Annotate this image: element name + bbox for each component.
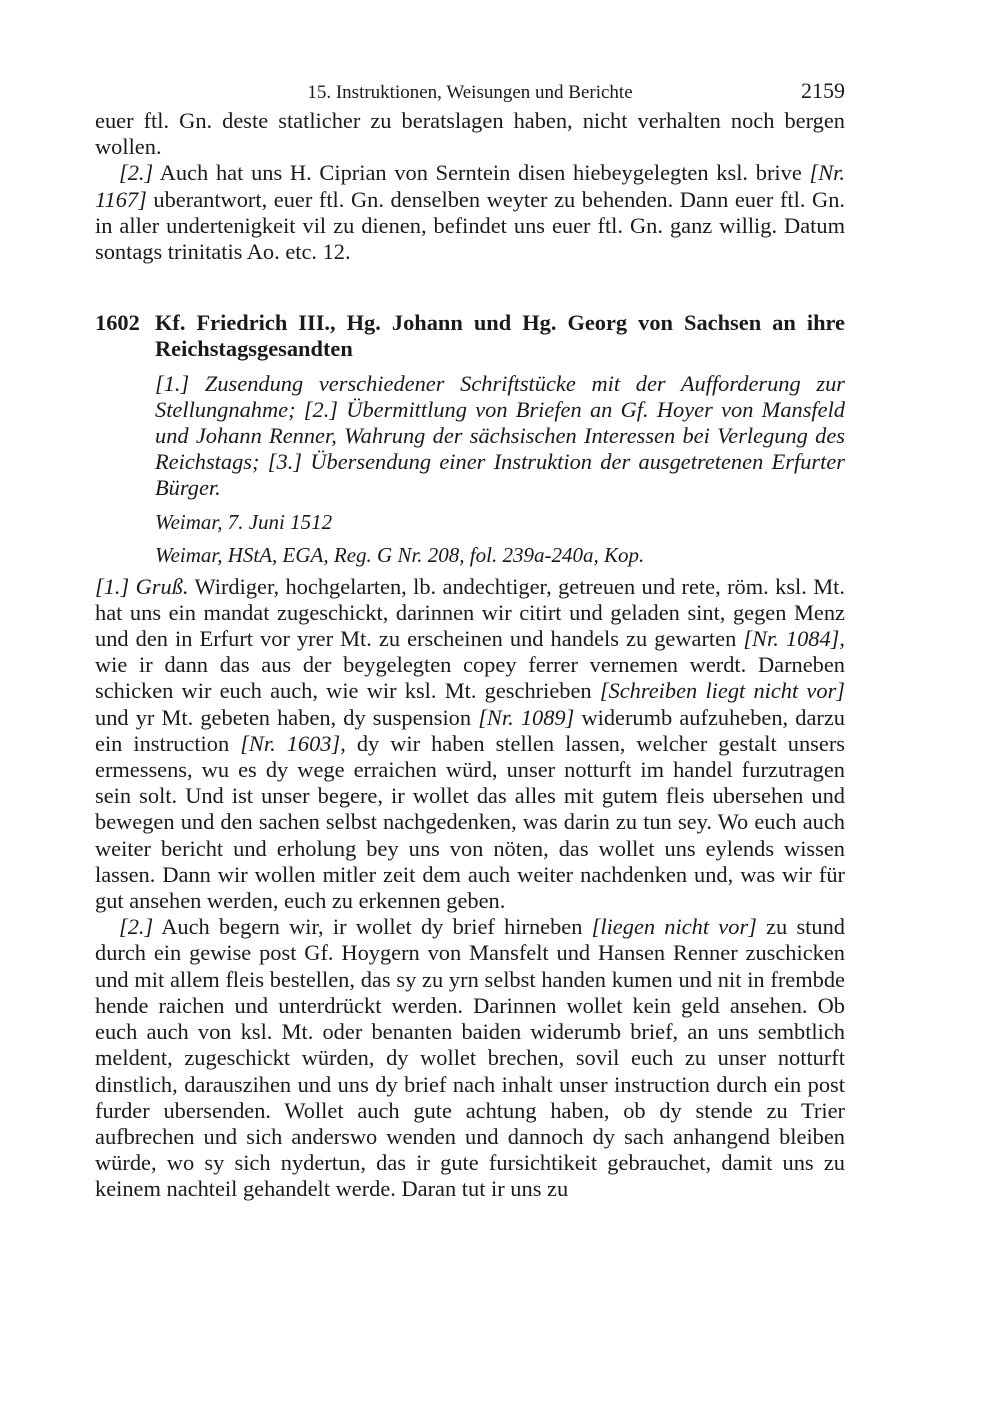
continuation-paragraph-2 [95, 160, 845, 265]
entry-heading [95, 310, 845, 362]
reference: [Nr. 1084] [743, 626, 840, 652]
reference: [Nr. 1167] [95, 160, 845, 212]
paragraph-text: uberantwort, euer ftl. Gn. denselben weyter zu behenden. Dann euer ftl. Gn. in aller undertenigkeit vil zu dienen, befindet uns euer ftl. Gn. ganz willig. Datum sontags trinitatis Ao. etc. 12. [95, 186, 845, 265]
paragraph-text: , wie ir dann das aus der beygelegten copey ferrer vernemen werdt. Darneben schicken wir euch auch, wie wir ksl. Mt. geschrieben [95, 626, 845, 704]
running-title: 15. Instruktionen, Weisungen und Berichte [307, 82, 633, 103]
paragraph-text: zu stund durch ein gewise post Gf. Hoygern von Mansfelt und Hansen Renner zuschicken und mit allem fleis bestellen, das sy zu yrn selbst handen kumen und nit in frembde hende raichen und unterdrückt werden. Darinnen wollet kein geld ansehen. Ob euch auch von ksl. Mt. oder benanten baiden widerumb brief, an uns sembtlich meldent, zugeschickt würden, dy wollet brechen, sovil euch zu unser notturft dinstlich, darauszihen und uns dy brief nach inhalt unser instruction durch ein post furder ubersenden. Wollet auch gute achtung haben, ob dy stende zu Trier aufbrechen und sich anderswo wenden und dannoch dy sach anhangend bleiben würde, wo sy sich nydertun, das ir gute fursichtikeit gebrauchet, damit uns zu keinem nachteil gehandelt werde. Daran tut ir uns zu [95, 914, 845, 1202]
paragraph-text: und yr Mt. gebeten haben, dy suspension [95, 704, 479, 730]
document-page [95, 78, 845, 1203]
section-marker: [2.] [119, 160, 154, 186]
entry-number: 1602 [95, 310, 140, 336]
reference: [Nr. 1603] [240, 730, 341, 756]
reference: [liegen nicht vor] [591, 914, 757, 940]
running-head [95, 78, 845, 108]
section-marker: [2.] [119, 914, 154, 940]
body-paragraph-2 [95, 914, 845, 1202]
paragraph-text: , dy wir haben stellen lassen, welcher gestalt unsers ermessens, wu es dy wege erraichen würd, unser notturft im handel furzutragen sein solt. Und ist unser begere, ir wollet das alles mit gutem fleis ubersehen und bewegen und den sachen selbst nachgedenken, was darin zu tun sey. Wo euch auch weiter bericht und erholung bey uns von nöten, das wollet uns eylends wissen lassen. Dann wir wollen mitler zeit dem auch weiter nachdenken und, was wir für gut ansehen werden, euch zu erkennen geben. [95, 730, 845, 914]
paragraph-text: widerumb aufzuheben, darzu ein instruction [95, 704, 846, 756]
paragraph-text: Wirdiger, hochgelarten, lb. andechtiger, getreuen und rete, röm. ksl. Mt. hat uns ein mandat zugeschickt, darinnen wir citirt und geladen sint, gegen Menz und den in Erfurt vor yrer Mt. zu erscheinen und handels zu gewarten [95, 573, 845, 652]
section-marker: [1.] Gruß. [95, 573, 189, 599]
entry-summary: [1.] Zusendung verschiedener Schriftstücke mit der Aufforderung zur Stellungnahme; [2.] Übermittlung von Briefen an Gf. Hoyer von Mansfeld und Johann Renner, Wahrung der sächsischen Interessen bei Verlegung des Reichstags; [3.] Übersendung einer Instruktion der ausgetretenen Erfurter Bürger. [155, 370, 845, 501]
document-body [95, 574, 845, 1203]
paragraph-text: Auch begern wir, ir wollet dy brief hirneben [153, 914, 592, 940]
entry-place-date: Weimar, 7. Juni 1512 [155, 509, 333, 534]
reference: [Schreiben liegt nicht vor] [599, 678, 845, 704]
entry-source: Weimar, HStA, EGA, Reg. G Nr. 208, fol. 239a-240a, Kop. [155, 542, 645, 567]
body-paragraph-1 [95, 574, 845, 915]
continuation-paragraph-1: euer ftl. Gn. deste statlicher zu beratslagen haben, nicht verhalten noch bergen wollen. [95, 108, 845, 160]
page-number: 2159 [801, 78, 845, 103]
reference: [Nr. 1089] [478, 704, 575, 730]
document-entry [95, 310, 845, 567]
continuation-text [95, 108, 845, 265]
paragraph-text: Auch hat uns H. Ciprian von Serntein disen hiebeygelegten ksl. brive [153, 160, 810, 186]
entry-title: Kf. Friedrich III., Hg. Johann und Hg. Georg von Sachsen an ihre Reichstagsgesandten [155, 310, 845, 362]
entry-regest [155, 371, 845, 568]
